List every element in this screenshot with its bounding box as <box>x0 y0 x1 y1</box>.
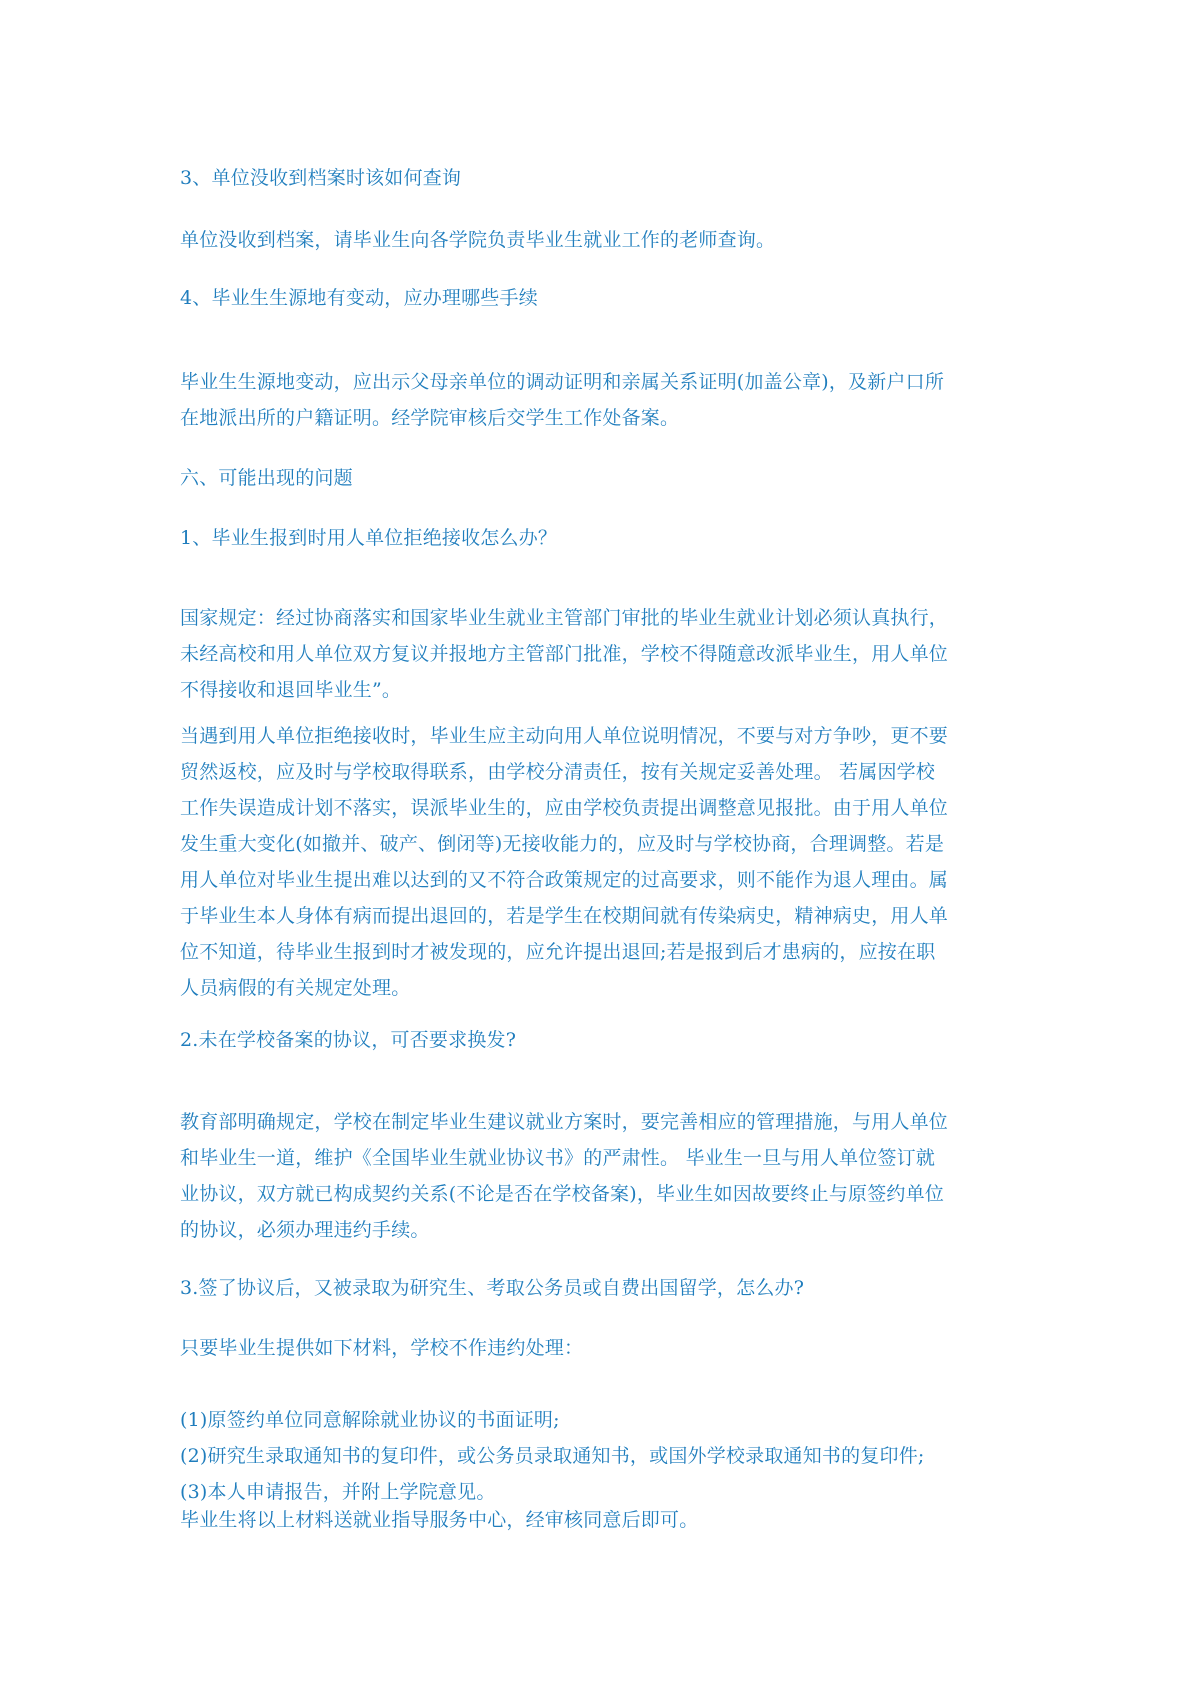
text-line: 毕业生将以上材料送就业指导服务中心，经审核同意后即可。 <box>180 1509 699 1531</box>
paragraph-6-3b <box>180 1402 1020 1510</box>
text-line: 六、可能出现的问题 <box>180 467 353 489</box>
text-line: 发生重大变化(如撤并、破产、倒闭等)无接收能力的，应及时与学校协商，合理调整。若是 <box>180 833 945 855</box>
heading-6-3 <box>180 1270 1020 1306</box>
text-line: (3)本人申请报告，并附上学院意见。 <box>180 1481 496 1503</box>
text-line: 不得接收和退回毕业生”。 <box>180 679 402 701</box>
text-line: 1、毕业生报到时用人单位拒绝接收怎么办？ <box>180 527 558 549</box>
text-line: 4、毕业生生源地有变动，应办理哪些手续 <box>180 287 538 309</box>
paragraph-4 <box>180 364 1020 436</box>
text-line: 2.未在学校备案的协议，可否要求换发? <box>180 1029 517 1051</box>
text-line: 单位没收到档案，请毕业生向各学院负责毕业生就业工作的老师查询。 <box>180 229 776 251</box>
text-line: 的协议，必须办理违约手续。 <box>180 1219 430 1241</box>
paragraph-3 <box>180 222 1020 258</box>
paragraph-6-1b <box>180 718 1020 1006</box>
text-line: 用人单位对毕业生提出难以达到的又不符合政策规定的过高要求，则不能作为退人理由。属 <box>180 869 949 891</box>
text-line: 位不知道，待毕业生报到时才被发现的，应允许提出退回;若是报到后才患病的，应按在职 <box>180 941 936 963</box>
paragraph-6-3c <box>180 1502 1020 1538</box>
text-line: 当遇到用人单位拒绝接收时，毕业生应主动向用人单位说明情况，不要与对方争吵，更不要 <box>180 725 949 747</box>
text-line: 只要毕业生提供如下材料，学校不作违约处理： <box>180 1337 584 1359</box>
text-line: 贸然返校，应及时与学校取得联系，由学校分清责任，按有关规定妥善处理。 若属因学校 <box>180 761 936 783</box>
text-line: 国家规定：经过协商落实和国家毕业生就业主管部门审批的毕业生就业计划必须认真执行， <box>180 607 949 629</box>
paragraph-6-3a <box>180 1330 1020 1366</box>
paragraph-6-1a <box>180 600 1020 708</box>
text-line: 工作失误造成计划不落实，误派毕业生的，应由学校负责提出调整意见报批。由于用人单位 <box>180 797 949 819</box>
text-line: 于毕业生本人身体有病而提出退回的，若是学生在校期间就有传染病史，精神病史，用人单 <box>180 905 949 927</box>
text-line: 和毕业生一道，维护《全国毕业生就业协议书》的严肃性。 毕业生一旦与用人单位签订就 <box>180 1147 936 1169</box>
paragraph-6-2 <box>180 1104 1020 1248</box>
heading-3 <box>180 160 1020 196</box>
text-line: 毕业生生源地变动，应出示父母亲单位的调动证明和亲属关系证明(加盖公章)，及新户口所 <box>180 371 945 393</box>
heading-6 <box>180 460 1020 496</box>
text-line: 业协议，双方就已构成契约关系(不论是否在学校备案)，毕业生如因故要终止与原签约单位 <box>180 1183 945 1205</box>
text-line: (2)研究生录取通知书的复印件，或公务员录取通知书，或国外学校录取通知书的复印件; <box>180 1445 925 1467</box>
heading-6-1 <box>180 520 1020 556</box>
text-line: (1)原签约单位同意解除就业协议的书面证明; <box>180 1409 560 1431</box>
text-line: 教育部明确规定，学校在制定毕业生建议就业方案时，要完善相应的管理措施，与用人单位 <box>180 1111 949 1133</box>
text-line: 未经高校和用人单位双方复议并报地方主管部门批准，学校不得随意改派毕业生，用人单位 <box>180 643 949 665</box>
text-line: 3.签了协议后，又被录取为研究生、考取公务员或自费出国留学，怎么办? <box>180 1277 805 1299</box>
text-line: 人员病假的有关规定处理。 <box>180 977 411 999</box>
text-line: 3、单位没收到档案时该如何查询 <box>180 167 462 189</box>
heading-6-2 <box>180 1022 1020 1058</box>
heading-4 <box>180 280 1020 316</box>
text-line: 在地派出所的户籍证明。经学院审核后交学生工作处备案。 <box>180 407 680 429</box>
